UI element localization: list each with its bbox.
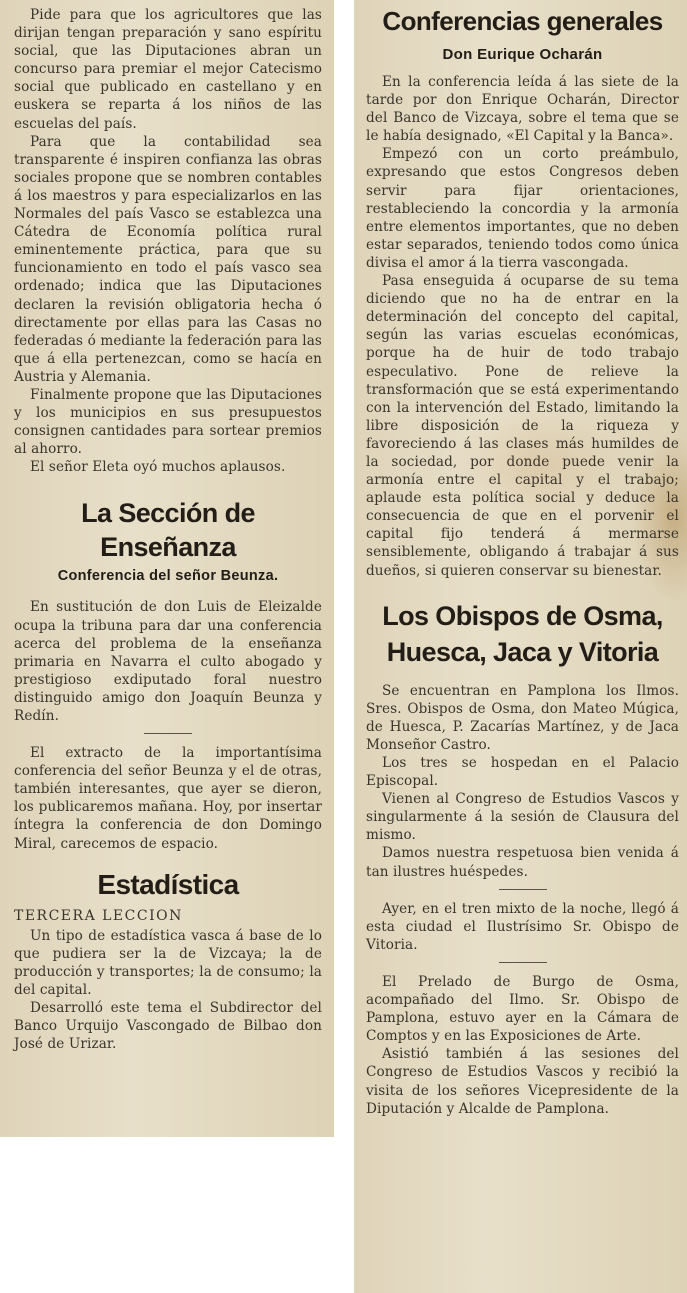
paragraph-prelado-osma: El Prelado de Burgo de Osma, acompañado del Ilmo. Sr. Obispo de Pamplona, estuvo ayer en la Cámara de Comptos y en las Exposiciones de Arte. [366, 973, 679, 1045]
divider [499, 889, 547, 890]
paragraph-estadistica-urizar: Desarrolló este tema el Subdirector del Banco Urquijo Vascongado de Bilbao don José de Urizar. [14, 1000, 322, 1053]
paragraph-obispos-congreso: Vienen al Congreso de Estudios Vascos y singularmente á la sesión de Clausura del mismo. [366, 791, 679, 844]
divider [144, 733, 192, 734]
paragraph-obispos-encuentran: Se encuentran en Pamplona los Ilmos. Sres. Obispos de Osma, don Mateo Múgica, de Huesca, P. Zacarías Martínez, y de Jaca Monseñor Castro. [366, 682, 679, 753]
obispos-title-line2: Huesca, Jaca y Vitoria [386, 636, 659, 667]
paragraph-ocharan-intro: En la conferencia leída á las siete de la tarde por don Enrique Ocharán, Director del Banco de Vizcaya, sobre el tema que se le había designado, «El Capital y la Banca». [366, 74, 679, 145]
paragraph-estadistica-tipo: Un tipo de estadística vasca á base de lo que pudiera ser la de Vizcaya; la de producción y transportes; la de consumo; la del capital. [14, 927, 322, 999]
paragraph-obispos-hospedan: Los tres se hospedan en el Palacio Episcopal. [366, 755, 679, 790]
paragraph-ocharan-preambulo: Empezó con un corto preámbulo, expresando que estos Congresos deben servir para fijar orientaciones, restableciendo la concordia y la armonía entre elementos importantes, que no deben estar separados, teniendo todos como única divisa el amor á la tierra vascongada. [366, 146, 679, 271]
paragraph-obispo-vitoria: Ayer, en el tren mixto de la noche, llegó á esta ciudad el Ilustrísimo Sr. Obispo de Vitoria. [366, 900, 679, 953]
left-column-clipping [0, 0, 334, 1137]
paragraph-ocharan-tema: Pasa enseguida á ocuparse de su tema diciendo que no ha de entrar en la determinación del concepto del capital, según las varias escuelas económicas, porque ha de huir de todo trabajo especulativo. Pone de relieve la transformación que se está experimentando con la intervención del Estado, limitando la libre disposición de la riqueza y favoreciendo á las clases más humildes de la sociedad, por donde puede venir la armonía entre el capital y el trabajo; aplaude esta política social y deduce la consecuencia de que en el porvenir el capital fijo tenderá á mermarse sensiblemente, obligando á trabajar á sus dueños, si quieren conservar su bienestar. [366, 273, 679, 579]
paragraph-contabilidad: Para que la contabilidad sea transparente é inspiren confianza las obras sociales propone que se nombren contables á los maestros y para especializarlos en las Normales del país Vasco se establezca una Cátedra de Economía política rural eminentemente práctica, para que su funcionamiento en todo el país vasco sea ordenado; indica que las Diputaciones declaren la revisión obligatoria hecha ó directamente por ellas para las Casas no federadas ó mediante la federación para las que á ella pertenezcan, como se hacía en Austria y Alemania. [14, 133, 322, 385]
seccion-ensenanza-title: La Sección de Enseñanza [81, 498, 255, 563]
conferencias-subtitle: Don Eurique Ocharán [442, 46, 603, 63]
paragraph-sesiones: Asistió también á las sesiones del Congreso de Estudios Vascos y recibió la visita de los señores Vicepresidente de la Diputación y Alcalde de Pamplona. [366, 1046, 679, 1117]
conferencias-title: Conferencias generales [382, 6, 663, 36]
paragraph-beunza-extracto: El extracto de la importantísima conferencia del señor Beunza y el de otras, también interesantes, que ayer se dieron, los publicaremos mañana. Hoy, por insertar íntegra la conferencia de don Domingo Miral, carecemos de espacio. [14, 745, 322, 852]
paragraph-aplausos: El señor Eleta oyó muchos aplausos. [30, 459, 286, 476]
divider [499, 962, 547, 963]
seccion-ensenanza-subtitle: Conferencia del señor Beunza. [57, 568, 279, 585]
obispos-title-line1: Los Obispos de Osma, [382, 600, 663, 631]
lesson-label: TERCERA LECCION [14, 907, 183, 924]
right-column-clipping [354, 0, 687, 1293]
paragraph-ahorro: Finalmente propone que las Diputaciones y los municipios en sus presupuestos consignen cantidades para sortear premios al ahorro. [14, 386, 322, 458]
paragraph-beunza-intro: En sustitución de don Luis de Eleizalde ocupa la tribuna para dar una conferencia acerca del problema de la enseñanza primaria en Navarra el culto abogado y prestigioso exdiputado foral nuestro distinguido amigo don Joaquín Beunza y Redín. [14, 599, 322, 724]
paragraph-obispos-bienvenida: Damos nuestra respetuosa bien venida á tan ilustres huéspedes. [366, 845, 679, 880]
estadistica-title: Estadística [97, 868, 239, 900]
paragraph-catecismo: Pide para que los agricultores que las dirijan tengan preparación y sano espíritu social, que las Diputaciones abran un concurso para premiar el mejor Catecismo social que publicado en castellano y en euskera se reparta á los niños de las escuelas del país. [14, 7, 322, 132]
